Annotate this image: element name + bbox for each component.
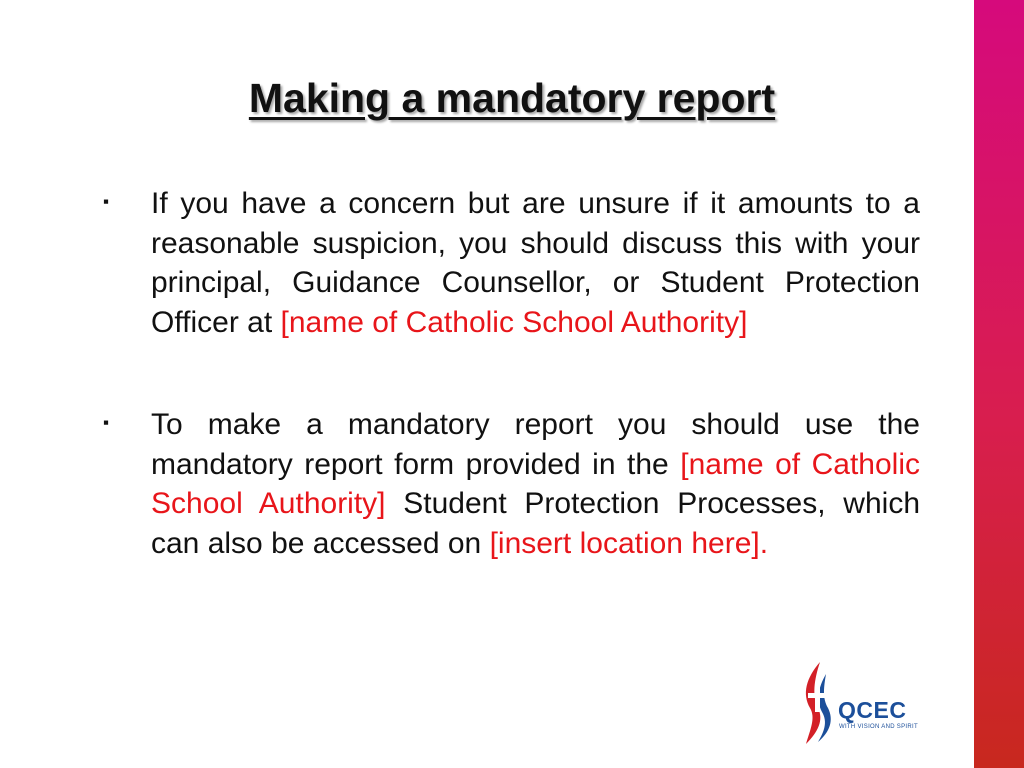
bullet-item [100, 184, 920, 342]
bullet-text: To make a mandatory report you should use the mandatory report form provided in the [151, 408, 920, 481]
bullet-list [100, 184, 920, 563]
bullet-item [100, 405, 920, 563]
location-placeholder: [insert location here]. [489, 526, 769, 560]
qcec-logo [798, 660, 928, 742]
logo-name: QCEC [838, 697, 907, 723]
bullet-marker-icon: ▪ [103, 413, 110, 432]
bullet-text: If you have a concern but are unsure if it amounts to a reasonable suspicion, you should discuss this with your principal, Guidance Counsellor, or Student Protection Officer at [151, 187, 920, 339]
authority-placeholder: [name of Catholic School Authority] [280, 305, 748, 339]
bullet-marker-icon: ▪ [103, 192, 110, 211]
slide-title: Making a mandatory report [248, 75, 776, 121]
cross-flame-icon [798, 660, 838, 746]
authority-placeholder: [name of Catholic School Authority] [151, 447, 921, 520]
logo-tagline: WITH VISION AND SPIRIT [839, 724, 918, 730]
bullet-text: Student Protection Processes, which can also be accessed on [151, 487, 921, 560]
